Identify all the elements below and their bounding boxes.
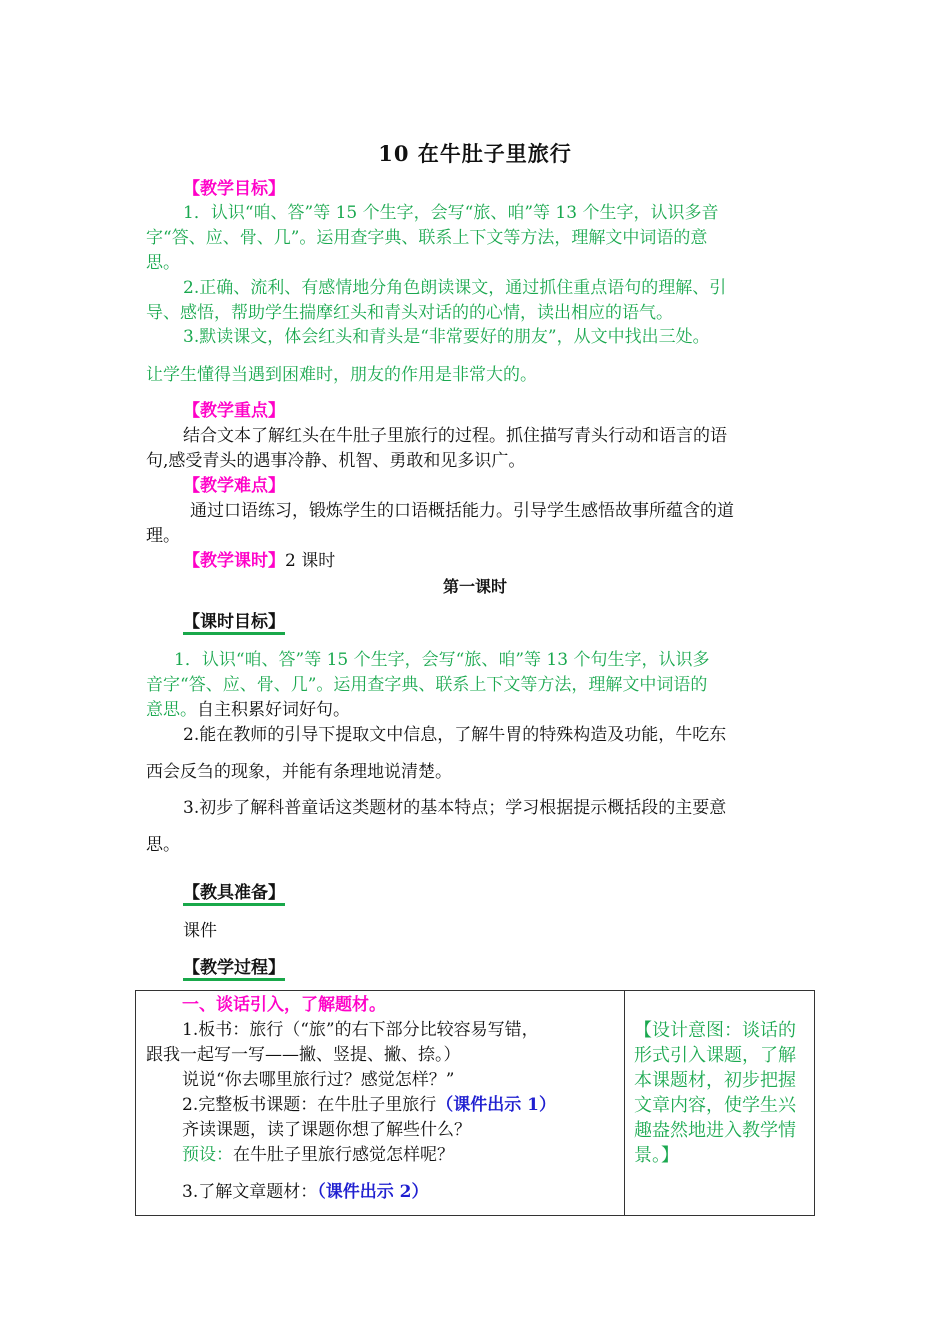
lesson-goal-1-tail-green: 意思。 <box>146 700 197 720</box>
process-header-wrap <box>183 956 285 981</box>
step1-ask: 说说“你去哪里旅行过？感觉怎样？” <box>182 1070 455 1090</box>
lesson-goals-header: 【课时目标】 <box>183 612 285 635</box>
objective-2-line-1: 2.正确、流利、有感情地分角色朗读课文，通过抓住重点语句的理解、引 <box>183 278 727 298</box>
objective-1-line-2: 字“答、应、骨、几”。运用查字典、联系上下文等方法，理解文中词语的意 <box>146 228 708 248</box>
first-lesson-title: 第一课时 <box>442 577 507 596</box>
lesson-goal-1-line-2: 音字“答、应、骨、几”。运用查字典、联系上下文等方法，理解文中词语的 <box>146 675 708 695</box>
step1-line-2: 跟我一起写一写——撇、竖提、撇、捺。） <box>146 1045 461 1065</box>
hours-row <box>183 549 335 574</box>
objectives-header: 【教学目标】 <box>183 179 285 199</box>
design-note-line-4: 文章内容，使学生兴 <box>634 1095 796 1116</box>
objective-1-line-1: 1．认识“咱、答”等 15 个生字，会写“旅、咱”等 13 个生字，认识多音 <box>183 203 719 223</box>
design-note-line-3: 本课题材，初步把握 <box>634 1070 796 1091</box>
lesson-goal-1-tail-black: 自主积累好词好句。 <box>197 700 350 720</box>
difficulties-line-1: 通过口语练习，锻炼学生的口语概括能力。引导学生感悟故事所蕴含的道 <box>190 501 734 521</box>
process-table-divider <box>624 990 625 1216</box>
lesson-goal-1-line-1: 1．认识“咱、答”等 15 个生字，会写“旅、咱”等 13 个句生字，认识多 <box>174 650 710 670</box>
preset-line <box>182 1143 454 1168</box>
page-title: 10 在牛肚子里旅行 <box>378 141 572 166</box>
design-note-line-1: 【设计意图：谈话的 <box>634 1020 796 1041</box>
difficulties-line-2: 理。 <box>146 526 180 546</box>
lesson-goals-header-wrap <box>183 610 285 635</box>
section-title: 一、谈话引入，了解题材。 <box>182 995 386 1015</box>
key-points-line-1: 结合文本了解红头在牛肚子里旅行的过程。抓住描写青头行动和语言的语 <box>183 426 727 446</box>
lesson-goal-1-line-3 <box>146 698 350 723</box>
process-header: 【教学过程】 <box>183 958 285 981</box>
hours-value: 2 课时 <box>285 551 336 571</box>
step2-read: 齐读课题，读了课题你想了解些什么？ <box>182 1120 471 1140</box>
preset-text: 在牛肚子里旅行感觉怎样呢？ <box>233 1145 454 1165</box>
lesson-goal-3-line-1: 3.初步了解科普童话这类题材的基本特点；学习根据提示概括段的主要意 <box>183 798 727 818</box>
difficulties-header: 【教学难点】 <box>183 476 285 496</box>
preset-label: 预设： <box>182 1145 233 1165</box>
design-note-line-6: 景。】 <box>634 1145 679 1166</box>
step3-text: 3.了解文章题材： <box>182 1182 318 1202</box>
step2-tag: （课件出示 1） <box>436 1095 556 1115</box>
objective-2-line-2: 导、感悟，帮助学生揣摩红头和青头对话的的心情，读出相应的语气。 <box>146 303 673 323</box>
key-points-line-2: 句,感受青头的遇事冷静、机智、勇敢和见多识广。 <box>146 451 526 471</box>
prep-header: 【教具准备】 <box>183 883 285 906</box>
lesson-goal-3-line-2: 思。 <box>146 835 180 855</box>
key-points-header: 【教学重点】 <box>183 401 285 421</box>
step1-line-1: 1.板书：旅行（“旅”的右下部分比较容易写错， <box>182 1020 539 1040</box>
prep-value: 课件 <box>183 921 217 941</box>
step2-text: 2.完整板书课题：在牛肚子里旅行 <box>182 1095 437 1115</box>
design-note-line-2: 形式引入课题，了解 <box>634 1045 796 1066</box>
step2-line <box>182 1093 556 1118</box>
objective-3-line-1: 3.默读课文，体会红头和青头是“非常要好的朋友”，从文中找出三处。 <box>183 327 710 347</box>
objective-3-line-2: 让学生懂得当遇到困难时，朋友的作用是非常大的。 <box>146 365 537 385</box>
lesson-goal-2-line-1: 2.能在教师的引导下提取文中信息，了解牛胃的特殊构造及功能，牛吃东 <box>183 725 727 745</box>
step3-line <box>182 1180 428 1205</box>
lesson-goal-2-line-2: 西会反刍的现象，并能有条理地说清楚。 <box>146 762 452 782</box>
hours-header: 【教学课时】 <box>183 551 285 571</box>
objective-1-line-3: 思。 <box>146 253 180 273</box>
step3-tag: （课件出示 2） <box>317 1182 429 1202</box>
prep-header-wrap <box>183 881 285 906</box>
design-note-line-5: 趣盎然地进入教学情 <box>634 1120 796 1141</box>
